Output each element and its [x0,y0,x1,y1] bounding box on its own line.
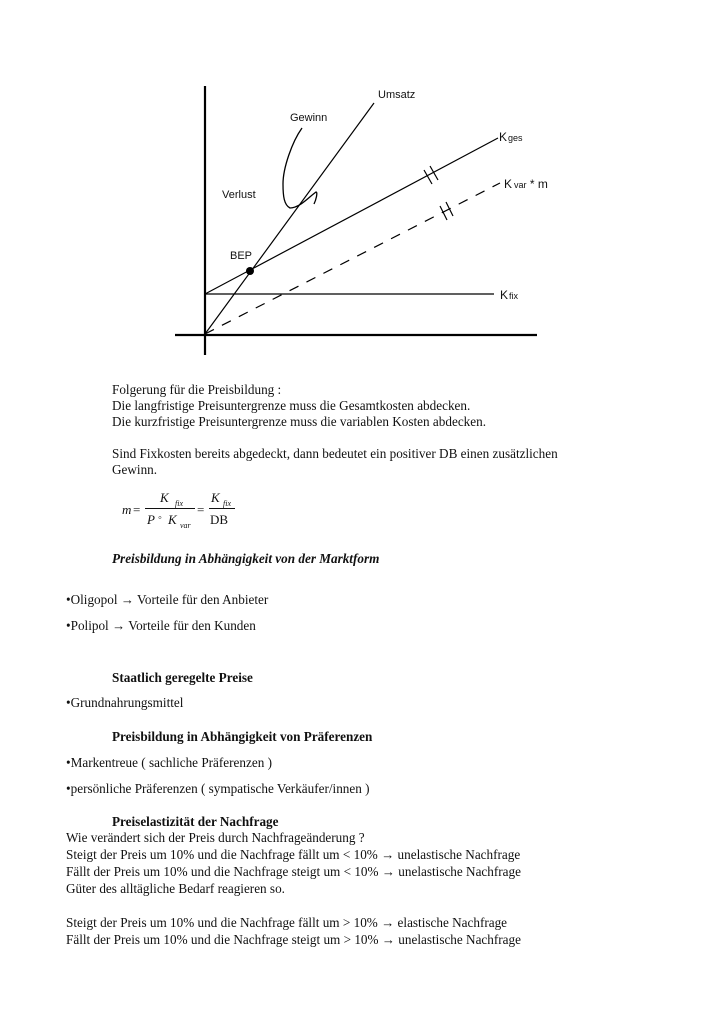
folgerung-line-2: Die langfristige Preisuntergrenze muss die Gesamtkosten abdecken. [112,398,471,413]
list-item-persoenlich: •persönliche Präferenzen ( sympatische Verkäufer/innen ) [66,781,370,796]
elast-line-6: Fällt der Preis um 10% und die Nachfrage steigt um > 10% → unelastische Nachfrage [66,932,521,947]
kvar-label: K var * m [504,177,548,191]
formula-m [122,488,242,528]
elast-line-4: Güter des alltägliche Bedarf reagieren so. [66,881,285,896]
kvar-tick-2 [446,202,453,216]
kvar-tick-1 [440,206,447,220]
umsatz-line [205,103,374,334]
kfix-label: Kfix [500,288,519,302]
elast-line-5: Steigt der Preis um 10% und die Nachfrage fällt um > 10% → elastische Nachfrage [66,915,508,930]
elast-line-3: Fällt der Preis um 10% und die Nachfrage steigt um < 10% → unelastische Nachfrage [66,864,521,879]
heading-marktform: Preisbildung in Abhängigkeit von der Marktform [112,551,380,566]
break-even-diagram [0,0,728,370]
formula-fraction-bar-2 [209,508,235,509]
list-item-polipol: •Polipol → Vorteile für den Kunden [66,618,256,633]
elast-line-2: Steigt der Preis um 10% und die Nachfrage fällt um < 10% → unelastische Nachfrage [66,847,521,862]
elast-line-1: Wie verändert sich der Preis durch Nachfrageänderung ? [66,830,365,845]
folgerung-line-1: Folgerung für die Preisbildung : [112,382,282,397]
heading-elastizitaet: Preiselastizität der Nachfrage [112,814,279,829]
heading-praeferenzen: Preisbildung in Abhängigkeit von Präferenzen [112,729,373,744]
list-item-markentreue: •Markentreue ( sachliche Präferenzen ) [66,755,272,770]
formula-fix-sub-1: fix [175,499,183,508]
folgerung-line-3: Die kurzfristige Preisuntergrenze muss die variablen Kosten abdecken. [112,414,487,429]
gewinn-label: Gewinn [290,112,328,124]
umsatz-label: Umsatz [378,89,416,101]
formula-m-symbol: m [122,502,132,517]
formula-eq-2: = [197,502,205,517]
formula-var-sub: var [180,521,191,530]
verlust-label: Verlust [222,189,256,201]
formula-eq-1: = [133,502,141,517]
list-item-grundnahrungsmittel: •Grundnahrungsmittel [66,695,184,710]
formula-k-fix-num: K [160,490,169,505]
list-item-oligopol: •Oligopol → Vorteile für den Anbieter [66,592,269,607]
gewinn-pointer [283,128,317,208]
formula-fix-sub-2: fix [223,499,231,508]
formula-p: P [147,512,155,527]
heading-staatlich: Staatlich geregelte Preise [112,670,253,685]
formula-k-var: K [168,512,177,527]
kges-label: Kges [499,130,523,144]
formula-op: ◦ [158,512,162,524]
bep-label: BEP [230,250,253,262]
fixkosten-line-1: Sind Fixkosten bereits abgedeckt, dann bedeutet ein positiver DB einen zusätzlichen [112,446,558,461]
formula-fraction-bar-1 [145,508,195,509]
bep-point [246,267,254,275]
formula-k-fix-num-2: K [211,490,220,505]
formula-db: DB [210,512,229,527]
fixkosten-line-2: Gewinn. [112,462,158,477]
